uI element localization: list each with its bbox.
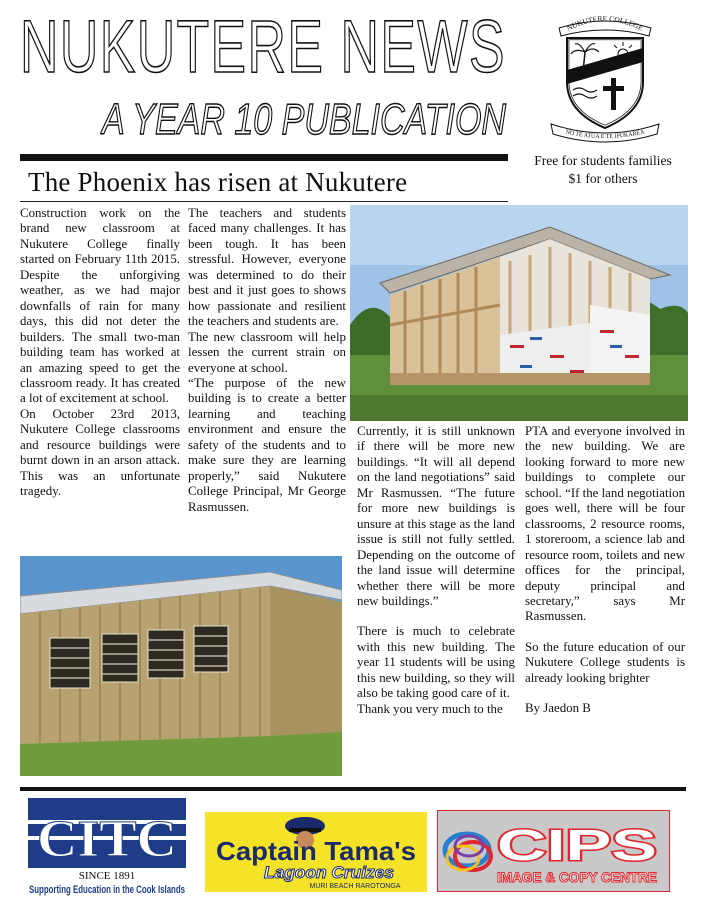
pricing-line-2: $1 for others (568, 171, 638, 186)
sponsor-cips-logo (437, 810, 670, 892)
paragraph: So the future education of our Nukutere College students is already looking brighter (525, 639, 685, 685)
photo-classroom-construction (350, 205, 688, 421)
tama-line2-text: Lagoon Cruizes (264, 863, 394, 882)
masthead-title-text: NUKUTERE NEWS (20, 10, 506, 80)
paragraph: Thank you very much to the (357, 701, 503, 716)
masthead-subtitle (100, 94, 510, 140)
sponsor-captain-tama-logo (205, 812, 427, 892)
pricing-note (508, 152, 698, 188)
tama-line3-text: MURI BEACH RAROTONGA (309, 883, 401, 890)
paragraph: On October 23rd 2013, Nukutere College classrooms and resource buildings were burnt down in an arson attack. This was an unfortunate tragedy. (20, 406, 180, 499)
paragraph: The new classroom will help lessen the current strain on everyone at school. (188, 329, 346, 375)
paragraph: “The purpose of the new building is to create a better learning and teaching environment and ensure the safety of the students and to make sure they are learning properly,” said Nukutere College Principal, Mr George Rasmussen. (188, 375, 346, 514)
masthead-subtitle-text: A YEAR 10 PUBLICATION (100, 95, 507, 140)
paragraph: Construction work on the brand new classroom at Nukutere College finally started on February 11th 2015. Despite the unforgiving weather, as we had major downfalls of rain for many days, this did not deter the builders. The small two-man building team has worked at an amazing speed to get the classroom ready. It has created a lot of excitement at school. (20, 206, 180, 406)
paragraph: Currently, it is still unknown if there will be more new buildings. “It will all depend on the land negotiations” said Mr Rasmussen. “The future for more new buildings is unsure at this stage as the land issue is still not fully settled. Depending on the outcome of the land issue will determine whether there will be more new buildings.” (357, 424, 515, 608)
citc-tagline-text: Supporting Education in the Cook Islands (29, 884, 185, 896)
footer-rule (20, 787, 686, 791)
paragraph: PTA and everyone involved in the new building. We are looking forward to more new buildings to complete our school. “If the land negotiation goes well, there will be four classrooms, 2 resource rooms, 1 storeroom, a science lab and resource room, toilets and new offices for the principal, deputy principal and secretary,” says Mr Rasmussen. (525, 424, 686, 624)
headline-rule (20, 201, 508, 202)
tama-line1-text: Captain Tama's (216, 836, 416, 866)
citc-logo-text: CITC (37, 811, 177, 868)
masthead-rule (20, 154, 508, 161)
crest-top-text: NUKUTERE COLLEGE (565, 13, 645, 33)
cips-tagline-text: IMAGE & COPY CENTRE (497, 869, 657, 885)
article-column-3 (357, 424, 515, 717)
author-byline: By Jaedon B (525, 701, 591, 716)
article-column-2 (188, 206, 346, 515)
masthead-title (18, 10, 508, 80)
school-crest-logo (545, 12, 665, 147)
article-headline: The Phoenix has risen at Nukutere (28, 167, 408, 197)
sponsor-citc-logo (28, 798, 186, 896)
article-column-1 (20, 206, 180, 500)
paragraph: There is much to celebrate with this new building. The year 11 students will be using this new building, so they will also be taking good care of it. (357, 624, 515, 701)
citc-since-text: SINCE 1891 (78, 870, 136, 882)
pricing-line-1: Free for students families (534, 153, 672, 168)
crest-motto-text: NO TE ATUA E TE IPUKAREA (564, 129, 646, 141)
cips-logo-text: CIPS (497, 821, 657, 870)
photo-completed-classroom (20, 556, 342, 776)
article-column-4 (525, 424, 685, 717)
paragraph: The teachers and students faced many challenges. It has been tough. It has been stressful. However, everyone was determined to do their best and it just goes to shows how passionate and resilient the teachers and students are. (188, 206, 346, 329)
